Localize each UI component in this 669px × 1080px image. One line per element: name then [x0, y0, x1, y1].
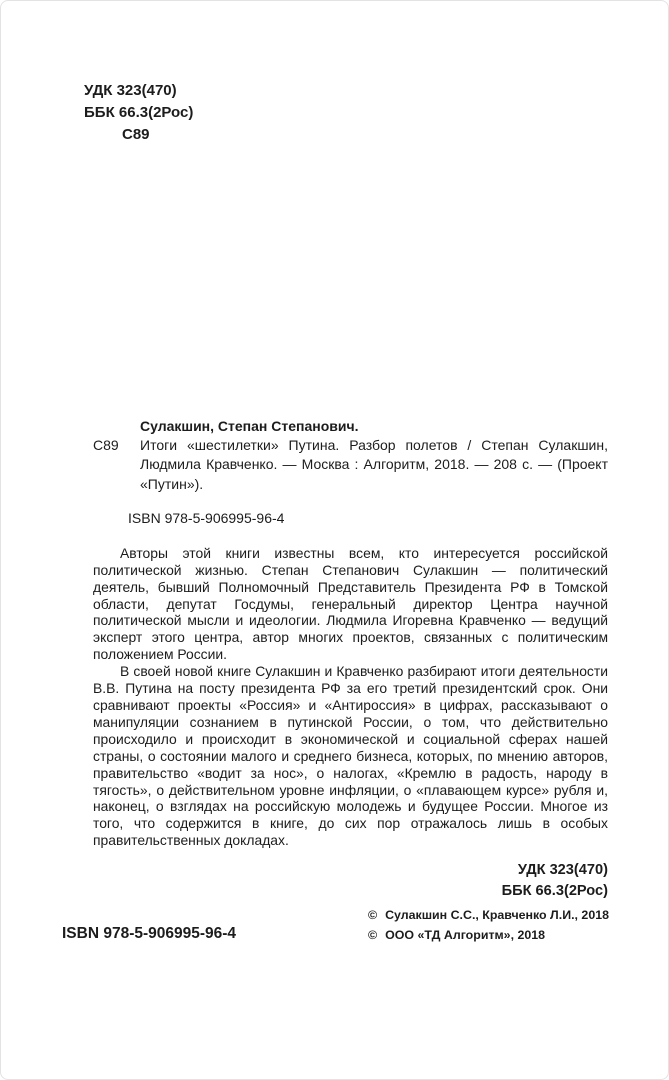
udk-code-bottom: УДК 323(470) [517, 862, 608, 879]
annotation-block [93, 545, 608, 849]
copyright-symbol: © [367, 908, 378, 922]
footer-isbn: ISBN 978-5-906995-96-4 [62, 925, 237, 942]
page-footer [62, 906, 609, 945]
classification-code-top: С89 [122, 126, 150, 143]
catalog-author-heading: Сулакшин, Степан Степанович. [140, 418, 359, 434]
main-text-column [93, 417, 608, 902]
catalog-margin-code: С89 [93, 437, 119, 453]
annotation-paragraph: Авторы этой книги известны всем, кто интересуется российской политической жизнью. Степан Степанович Сулакшин — политический деятель, бывший Полномочный Представитель Президента РФ в Томской области, депутат Госдумы, генеральный директор Центра научной политической мысли и идеологии. Людмила Игоревна Кравченко — ведущий эксперт этого центра, автор многих проектов, связанных с политическим положением России. [93, 544, 608, 663]
copyright-line: ООО «ТД Алгоритм», 2018 [385, 927, 546, 942]
bottom-bibliographic-codes [93, 860, 608, 902]
copyright-block [368, 906, 609, 945]
copyright-symbol: © [367, 927, 378, 942]
catalog-description: Итоги «шестилетки» Путина. Разбор полетов / Степан Сулакшин, Людмила Кравченко. — Москва : Алгоритм, 2018. — 208 с. — (Проект «Путин»). [140, 437, 608, 492]
copyright-line: Сулакшин С.С., Кравченко Л.И., 2018 [385, 908, 609, 922]
udk-code-top: УДК 323(470) [84, 82, 177, 99]
annotation-paragraph: В своей новой книге Сулакшин и Кравченко разбирают итоги деятельности В.В. Путина на посту президента РФ за его третий президентский срок. Они сравнивают проекты «Россия» и «Антироссия» в цифрах, рассказывают о манипуляции сознанием в путинской России, о том, что действительно происходило и происходит в экономической и социальной сферах нашей страны, о состоянии малого и среднего бизнеса, которых, по мнению авторов, правительство «водит за нос», о налогах, «Кремлю в радость, народу в тягость», о действительном уровне инфляции, о «плавающем курсе» рубля и, наконец, о взглядах на российскую молодежь и будущее России. Многое из того, что содержится в книге, до сих пор отражалось лишь в особых правительственных докладах. [93, 663, 608, 849]
bbk-code-top: ББК 66.3(2Рос) [84, 104, 194, 121]
catalog-isbn: ISBN 978-5-906995-96-4 [128, 509, 285, 526]
catalog-entry [93, 417, 608, 494]
bbk-code-bottom: ББК 66.3(2Рос) [501, 883, 608, 900]
top-bibliographic-codes [84, 80, 193, 146]
